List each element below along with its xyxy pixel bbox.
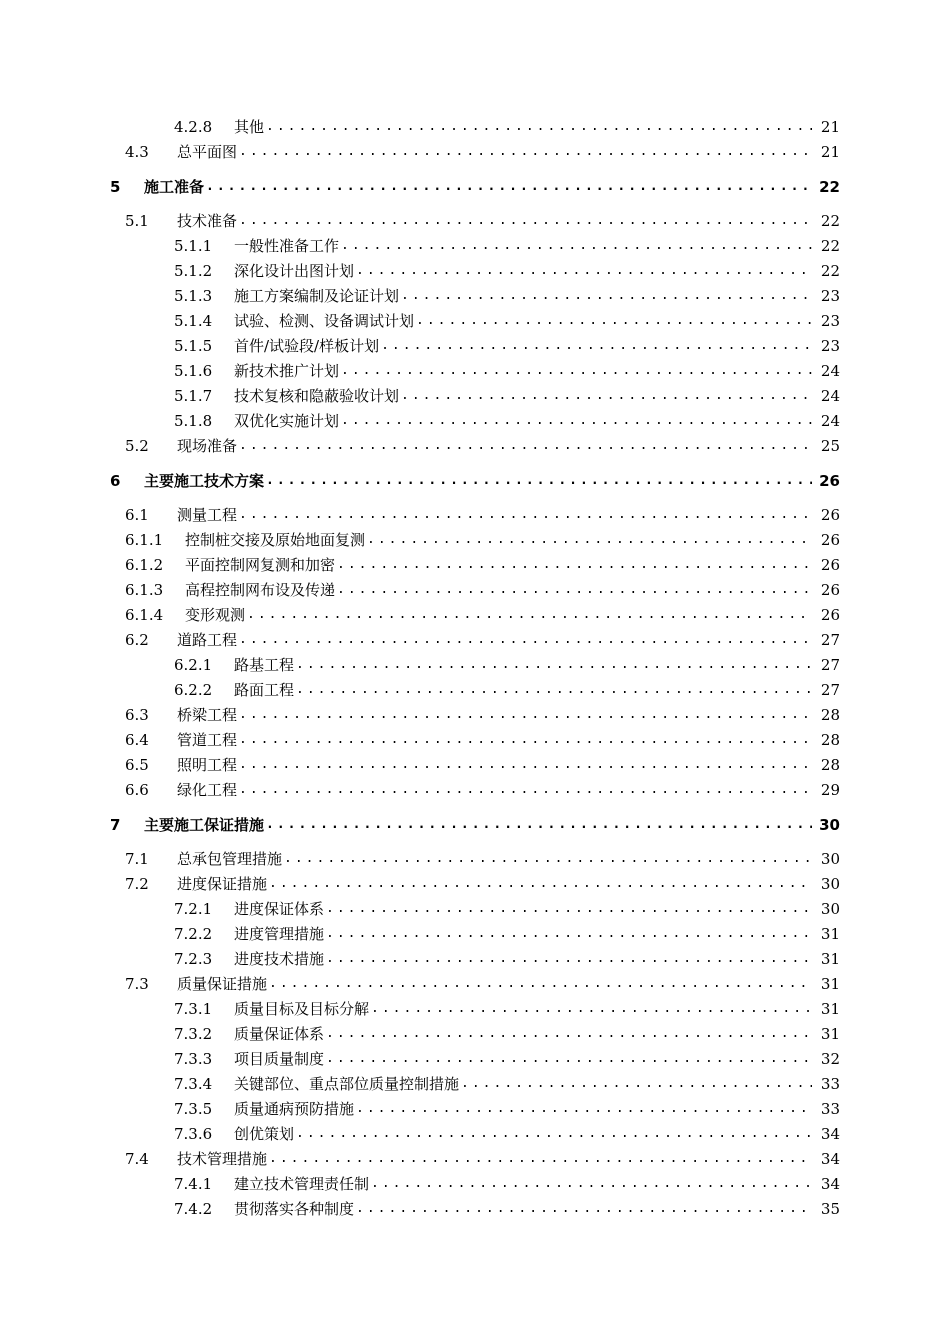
toc-entry-title: 质量保证措施 — [177, 975, 268, 993]
toc-entry-page-number: 25 — [820, 437, 840, 455]
toc-entry[interactable] — [0, 1144, 950, 1169]
toc-entry-number: 7.4.2 — [174, 1200, 213, 1218]
toc-dot-leader — [356, 1099, 812, 1119]
toc-dot-leader — [326, 899, 812, 919]
toc-entry[interactable] — [0, 525, 950, 550]
toc-entry-page-number: 26 — [820, 531, 840, 549]
toc-entry-title: 关键部位、重点部位质量控制措施 — [234, 1075, 460, 1093]
toc-entry-title: 现场准备 — [177, 437, 238, 455]
toc-entry-title: 平面控制网复测和加密 — [185, 556, 336, 574]
toc-dot-leader — [269, 874, 812, 894]
toc-dot-leader — [269, 1149, 812, 1169]
toc-entry-title: 双优化实施计划 — [234, 412, 340, 430]
toc-entry-page-number: 31 — [820, 1000, 840, 1018]
toc-entry-title: 技术准备 — [177, 212, 238, 230]
toc-entry-page-number: 33 — [820, 1075, 840, 1093]
toc-entry-number: 5.1 — [125, 212, 149, 230]
toc-entry-page-number: 27 — [820, 631, 840, 649]
toc-dot-leader — [371, 999, 812, 1019]
toc-entry[interactable] — [0, 775, 950, 800]
toc-entry-number: 7.2 — [125, 875, 149, 893]
toc-dot-leader — [239, 505, 812, 525]
toc-dot-leader — [367, 530, 812, 550]
toc-entry-page-number: 23 — [820, 287, 840, 305]
toc-entry-number: 7.4.1 — [174, 1175, 213, 1193]
toc-entry-page-number: 26 — [820, 581, 840, 599]
toc-entry-page-number: 24 — [820, 387, 840, 405]
toc-dot-leader — [266, 815, 812, 835]
toc-dot-leader — [239, 630, 812, 650]
toc-entry[interactable] — [0, 281, 950, 306]
toc-dot-leader — [266, 117, 812, 137]
toc-entry[interactable] — [0, 550, 950, 575]
toc-dot-leader — [239, 730, 812, 750]
toc-entry[interactable] — [0, 969, 950, 994]
toc-entry-number: 5.1.1 — [174, 237, 213, 255]
toc-entry[interactable] — [0, 1119, 950, 1144]
toc-entry[interactable] — [0, 406, 950, 431]
toc-entry-page-number: 28 — [820, 731, 840, 749]
toc-entry-number: 5.1.6 — [174, 362, 213, 380]
toc-entry-page-number: 27 — [820, 656, 840, 674]
toc-entry-page-number: 21 — [820, 143, 840, 161]
toc-entry-title: 进度保证措施 — [177, 875, 268, 893]
toc-entry[interactable] — [0, 1069, 950, 1094]
toc-entry-number: 6.1.1 — [125, 531, 164, 549]
toc-dot-leader — [401, 386, 812, 406]
toc-entry-title: 路基工程 — [234, 656, 295, 674]
toc-entry[interactable] — [0, 256, 950, 281]
toc-dot-leader — [239, 705, 812, 725]
toc-entry-title: 道路工程 — [177, 631, 238, 649]
toc-entry-page-number: 30 — [820, 900, 840, 918]
toc-entry[interactable] — [0, 700, 950, 725]
toc-entry[interactable] — [0, 331, 950, 356]
toc-entry-page-number: 28 — [820, 756, 840, 774]
toc-entry-number: 5.2 — [125, 437, 149, 455]
toc-entry-title: 总平面图 — [177, 143, 238, 161]
toc-entry-page-number: 24 — [820, 412, 840, 430]
toc-entry-number: 5.1.7 — [174, 387, 213, 405]
toc-entry-title: 其他 — [234, 118, 265, 136]
toc-entry-title: 建立技术管理责任制 — [234, 1175, 370, 1193]
toc-entry-number: 6.2 — [125, 631, 149, 649]
toc-entry[interactable] — [0, 231, 950, 256]
toc-entry-title: 项目质量制度 — [234, 1050, 325, 1068]
toc-entry-title: 总承包管理措施 — [177, 850, 283, 868]
toc-dot-leader — [337, 580, 812, 600]
toc-entry-page-number: 24 — [820, 362, 840, 380]
toc-entry-number: 6.5 — [125, 756, 149, 774]
toc-dot-leader — [381, 336, 812, 356]
toc-entry-number: 7.3.3 — [174, 1050, 213, 1068]
toc-entry-page-number: 26 — [819, 472, 840, 490]
toc-entry-number: 5.1.2 — [174, 262, 213, 280]
toc-dot-leader — [269, 974, 812, 994]
toc-entry-title: 进度管理措施 — [234, 925, 325, 943]
toc-entry[interactable] — [0, 1019, 950, 1044]
toc-entry-page-number: 22 — [819, 178, 840, 196]
toc-entry[interactable] — [0, 810, 950, 835]
toc-entry-title: 质量保证体系 — [234, 1025, 325, 1043]
toc-entry-number: 6.1 — [125, 506, 149, 524]
toc-entry-page-number: 22 — [820, 237, 840, 255]
toc-entry-number: 6 — [110, 472, 121, 490]
toc-entry-title: 控制桩交接及原始地面复测 — [185, 531, 366, 549]
toc-entry-number: 7.1 — [125, 850, 149, 868]
toc-dot-leader — [296, 1124, 812, 1144]
toc-dot-leader — [326, 1024, 812, 1044]
toc-entry-title: 技术管理措施 — [177, 1150, 268, 1168]
toc-entry-page-number: 23 — [820, 337, 840, 355]
toc-entry-number: 7 — [110, 816, 121, 834]
table-of-contents — [0, 112, 950, 1219]
toc-entry[interactable] — [0, 625, 950, 650]
toc-dot-leader — [401, 286, 812, 306]
toc-entry-title: 变形观测 — [185, 606, 246, 624]
toc-dot-leader — [356, 1199, 812, 1219]
toc-dot-leader — [266, 471, 812, 491]
toc-entry[interactable] — [0, 137, 950, 162]
toc-entry-page-number: 26 — [820, 556, 840, 574]
toc-entry-title: 桥梁工程 — [177, 706, 238, 724]
toc-entry[interactable] — [0, 1094, 950, 1119]
toc-dot-leader — [239, 755, 812, 775]
toc-entry[interactable] — [0, 725, 950, 750]
toc-entry-number: 7.3.5 — [174, 1100, 213, 1118]
toc-entry-number: 6.2.2 — [174, 681, 213, 699]
toc-entry-number: 4.3 — [125, 143, 149, 161]
toc-entry-number: 7.3.1 — [174, 1000, 213, 1018]
toc-entry-number: 6.2.1 — [174, 656, 213, 674]
toc-entry[interactable] — [0, 675, 950, 700]
toc-entry[interactable] — [0, 431, 950, 456]
toc-dot-leader — [239, 211, 812, 231]
toc-entry-number: 6.1.2 — [125, 556, 164, 574]
toc-entry[interactable] — [0, 500, 950, 525]
toc-entry-title: 主要施工保证措施 — [144, 816, 265, 834]
toc-entry-title: 测量工程 — [177, 506, 238, 524]
toc-dot-leader — [341, 361, 812, 381]
toc-entry-number: 6.1.3 — [125, 581, 164, 599]
toc-entry-page-number: 29 — [820, 781, 840, 799]
toc-entry-page-number: 22 — [820, 262, 840, 280]
toc-dot-leader — [371, 1174, 812, 1194]
toc-entry-title: 新技术推广计划 — [234, 362, 340, 380]
toc-entry-title: 进度技术措施 — [234, 950, 325, 968]
toc-entry-number: 7.3.4 — [174, 1075, 213, 1093]
toc-entry-page-number: 35 — [820, 1200, 840, 1218]
toc-entry-title: 路面工程 — [234, 681, 295, 699]
toc-dot-leader — [296, 655, 812, 675]
toc-entry-title: 一般性准备工作 — [234, 237, 340, 255]
toc-dot-leader — [284, 849, 812, 869]
toc-entry-number: 7.3.6 — [174, 1125, 213, 1143]
toc-entry-number: 6.6 — [125, 781, 149, 799]
toc-entry-number: 7.2.3 — [174, 950, 213, 968]
toc-entry-title: 施工方案编制及论证计划 — [234, 287, 400, 305]
toc-entry-title: 首件/试验段/样板计划 — [234, 337, 380, 355]
toc-entry-page-number: 26 — [820, 506, 840, 524]
toc-entry-number: 6.1.4 — [125, 606, 164, 624]
toc-entry[interactable] — [0, 356, 950, 381]
toc-entry-title: 质量目标及目标分解 — [234, 1000, 370, 1018]
toc-dot-leader — [239, 142, 812, 162]
toc-entry-page-number: 30 — [820, 875, 840, 893]
toc-dot-leader — [337, 555, 812, 575]
toc-entry-number: 7.4 — [125, 1150, 149, 1168]
toc-entry[interactable] — [0, 944, 950, 969]
toc-entry-page-number: 32 — [820, 1050, 840, 1068]
toc-entry[interactable] — [0, 206, 950, 231]
toc-dot-leader — [341, 411, 812, 431]
toc-entry-page-number: 33 — [820, 1100, 840, 1118]
toc-entry-page-number: 26 — [820, 606, 840, 624]
toc-entry[interactable] — [0, 575, 950, 600]
toc-entry[interactable] — [0, 1169, 950, 1194]
toc-entry[interactable] — [0, 172, 950, 197]
toc-entry-page-number: 34 — [820, 1150, 840, 1168]
toc-entry[interactable] — [0, 894, 950, 919]
toc-dot-leader — [239, 780, 812, 800]
toc-dot-leader — [356, 261, 812, 281]
toc-dot-leader — [326, 924, 812, 944]
toc-entry-title: 质量通病预防措施 — [234, 1100, 355, 1118]
toc-entry-title: 照明工程 — [177, 756, 238, 774]
toc-entry[interactable] — [0, 844, 950, 869]
toc-entry-title: 深化设计出图计划 — [234, 262, 355, 280]
toc-entry[interactable] — [0, 869, 950, 894]
toc-entry-title: 技术复核和隐蔽验收计划 — [234, 387, 400, 405]
toc-entry-page-number: 31 — [820, 925, 840, 943]
toc-entry[interactable] — [0, 600, 950, 625]
toc-entry[interactable] — [0, 112, 950, 137]
toc-entry-page-number: 34 — [820, 1125, 840, 1143]
toc-entry[interactable] — [0, 1044, 950, 1069]
toc-entry[interactable] — [0, 1194, 950, 1219]
toc-entry-page-number: 34 — [820, 1175, 840, 1193]
toc-entry-number: 5.1.5 — [174, 337, 213, 355]
toc-entry-page-number: 30 — [820, 850, 840, 868]
toc-entry-number: 6.4 — [125, 731, 149, 749]
toc-entry[interactable] — [0, 306, 950, 331]
toc-entry-page-number: 27 — [820, 681, 840, 699]
toc-dot-leader — [326, 949, 812, 969]
toc-entry[interactable] — [0, 381, 950, 406]
toc-entry-page-number: 21 — [820, 118, 840, 136]
toc-entry-title: 管道工程 — [177, 731, 238, 749]
toc-entry[interactable] — [0, 650, 950, 675]
toc-entry-number: 5 — [110, 178, 121, 196]
toc-dot-leader — [296, 680, 812, 700]
toc-dot-leader — [239, 436, 812, 456]
toc-entry-number: 7.2.2 — [174, 925, 213, 943]
toc-entry[interactable] — [0, 466, 950, 491]
toc-dot-leader — [247, 605, 812, 625]
toc-entry-title: 高程控制网布设及传递 — [185, 581, 336, 599]
toc-entry-page-number: 31 — [820, 975, 840, 993]
toc-entry-number: 7.3 — [125, 975, 149, 993]
toc-entry-page-number: 30 — [819, 816, 840, 834]
toc-entry-number: 6.3 — [125, 706, 149, 724]
toc-entry-number: 5.1.4 — [174, 312, 213, 330]
toc-dot-leader — [206, 177, 812, 197]
toc-dot-leader — [461, 1074, 812, 1094]
toc-entry-title: 绿化工程 — [177, 781, 238, 799]
toc-entry-number: 5.1.3 — [174, 287, 213, 305]
toc-entry-number: 5.1.8 — [174, 412, 213, 430]
toc-entry-title: 贯彻落实各种制度 — [234, 1200, 355, 1218]
toc-entry[interactable] — [0, 919, 950, 944]
toc-dot-leader — [326, 1049, 812, 1069]
toc-entry-title: 施工准备 — [144, 178, 205, 196]
toc-dot-leader — [416, 311, 812, 331]
toc-entry-page-number: 31 — [820, 950, 840, 968]
toc-entry-page-number: 31 — [820, 1025, 840, 1043]
toc-entry-page-number: 28 — [820, 706, 840, 724]
toc-entry-title: 主要施工技术方案 — [144, 472, 265, 490]
toc-entry-title: 创优策划 — [234, 1125, 295, 1143]
toc-entry-title: 进度保证体系 — [234, 900, 325, 918]
toc-entry-page-number: 23 — [820, 312, 840, 330]
toc-entry-number: 7.3.2 — [174, 1025, 213, 1043]
toc-entry[interactable] — [0, 750, 950, 775]
toc-entry-number: 4.2.8 — [174, 118, 213, 136]
toc-entry-number: 7.2.1 — [174, 900, 213, 918]
toc-entry[interactable] — [0, 994, 950, 1019]
toc-entry-title: 试验、检测、设备调试计划 — [234, 312, 415, 330]
toc-entry-page-number: 22 — [820, 212, 840, 230]
toc-dot-leader — [341, 236, 812, 256]
